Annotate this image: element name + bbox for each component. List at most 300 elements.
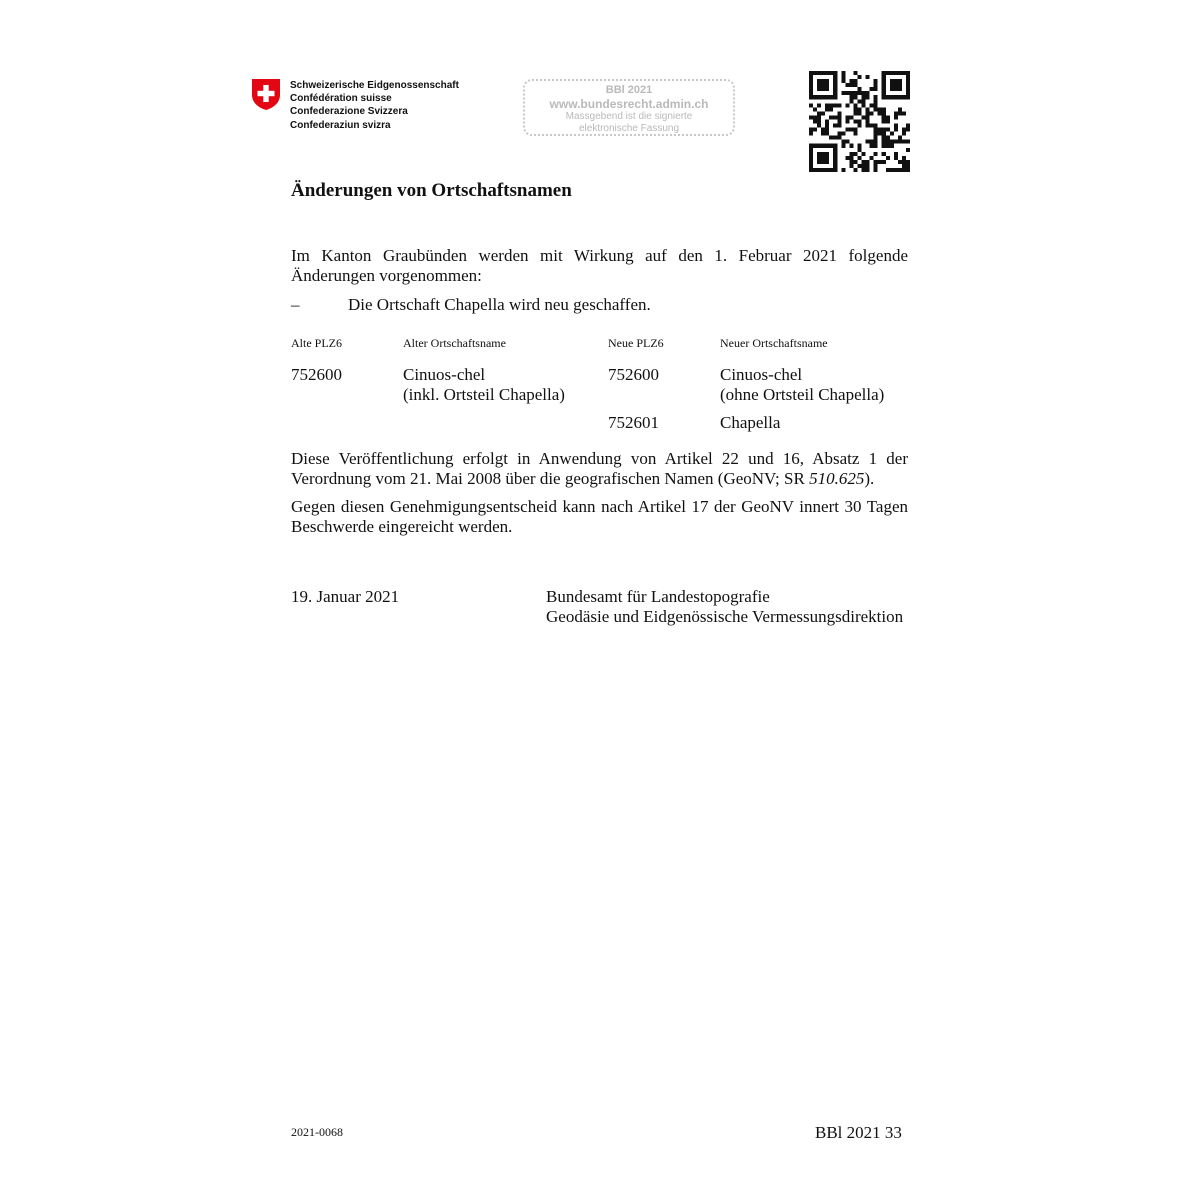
- qr-module: [809, 71, 813, 75]
- qr-module: [849, 128, 853, 132]
- qr-module: [821, 152, 825, 156]
- qr-module: [890, 140, 894, 144]
- qr-module: [845, 83, 849, 87]
- qr-module: [906, 148, 910, 152]
- qr-module: [874, 128, 878, 132]
- qr-module: [825, 124, 829, 128]
- qr-module: [825, 128, 829, 132]
- table-cell-new-name: Chapella: [720, 413, 781, 432]
- qr-module: [841, 144, 845, 148]
- qr-module: [829, 168, 833, 172]
- qr-module: [890, 168, 894, 172]
- qr-module: [829, 144, 833, 148]
- qr-module: [898, 140, 902, 144]
- qr-module: [874, 87, 878, 91]
- qr-module: [809, 128, 813, 132]
- official-publication-stamp: [523, 79, 735, 136]
- qr-module: [886, 115, 890, 119]
- stamp-note-2: elektronische Fassung: [578, 123, 680, 134]
- qr-module: [809, 91, 813, 95]
- qr-module: [853, 160, 857, 164]
- qr-module: [841, 91, 845, 95]
- qr-module: [813, 168, 817, 172]
- qr-module: [882, 91, 886, 95]
- document-number: 2021-0068: [291, 1125, 343, 1139]
- qr-module: [841, 132, 845, 136]
- issuing-authority: [546, 587, 903, 627]
- qr-module: [845, 156, 849, 160]
- qr-module: [898, 111, 902, 115]
- qr-module: [870, 144, 874, 148]
- qr-module: [833, 103, 837, 107]
- qr-module: [841, 140, 845, 144]
- qr-module: [866, 160, 870, 164]
- qr-module: [825, 79, 829, 83]
- qr-module: [817, 119, 821, 123]
- old-name-line-1: Cinuos-chel: [403, 365, 486, 384]
- qr-module: [817, 83, 821, 87]
- qr-module: [825, 95, 829, 99]
- qr-module: [837, 136, 841, 140]
- qr-module: [874, 103, 878, 107]
- table-cell-new-plz: 752601: [608, 413, 659, 432]
- qr-module: [866, 111, 870, 115]
- qr-module: [821, 83, 825, 87]
- qr-module: [809, 152, 813, 156]
- qr-module: [825, 168, 829, 172]
- qr-module: [821, 144, 825, 148]
- qr-module: [874, 164, 878, 168]
- qr-module: [890, 95, 894, 99]
- confederation-names: [290, 79, 459, 132]
- qr-module: [894, 140, 898, 144]
- qr-module: [825, 107, 829, 111]
- qr-module: [866, 95, 870, 99]
- qr-module: [898, 136, 902, 140]
- qr-module: [833, 71, 837, 75]
- qr-module: [809, 132, 813, 136]
- qr-module: [821, 95, 825, 99]
- qr-module: [809, 83, 813, 87]
- qr-module: [833, 152, 837, 156]
- qr-module: [833, 95, 837, 99]
- qr-module: [874, 83, 878, 87]
- qr-module: [882, 115, 886, 119]
- qr-module: [853, 107, 857, 111]
- qr-code-icon: [809, 71, 910, 172]
- page-reference: BBl 2021 33: [815, 1123, 902, 1142]
- qr-module: [870, 156, 874, 160]
- qr-module: [845, 103, 849, 107]
- qr-module: [874, 144, 878, 148]
- qr-module: [809, 103, 813, 107]
- qr-module: [825, 132, 829, 136]
- stamp-reference: BBl 2021: [605, 84, 653, 96]
- qr-module: [833, 75, 837, 79]
- qr-module: [890, 71, 894, 75]
- qr-module: [870, 103, 874, 107]
- qr-module: [825, 103, 829, 107]
- qr-module: [882, 140, 886, 144]
- qr-module: [890, 132, 894, 136]
- qr-module: [862, 103, 866, 107]
- qr-module: [878, 160, 882, 164]
- qr-module: [874, 168, 878, 172]
- qr-module: [813, 144, 817, 148]
- qr-module: [833, 87, 837, 91]
- qr-module: [833, 160, 837, 164]
- qr-module: [853, 95, 857, 99]
- qr-module: [906, 83, 910, 87]
- qr-module: [886, 156, 890, 160]
- qr-module: [817, 156, 821, 160]
- qr-module: [837, 115, 841, 119]
- table-cell-old-plz: 752600: [291, 365, 342, 384]
- qr-module: [906, 124, 910, 128]
- qr-module: [821, 111, 825, 115]
- qr-module: [862, 91, 866, 95]
- table-header-new-plz: Neue PLZ6: [608, 336, 664, 350]
- qr-module: [829, 103, 833, 107]
- qr-module: [817, 87, 821, 91]
- list-dash: –: [291, 295, 300, 314]
- qr-module: [898, 95, 902, 99]
- stamp-note-1: Massgebend ist die signierte: [565, 111, 693, 122]
- qr-module: [841, 168, 845, 172]
- qr-module: [857, 144, 861, 148]
- qr-module: [813, 128, 817, 132]
- qr-module: [866, 124, 870, 128]
- qr-module: [878, 111, 882, 115]
- qr-module: [849, 115, 853, 119]
- qr-module: [886, 140, 890, 144]
- qr-module: [902, 95, 906, 99]
- qr-module: [833, 148, 837, 152]
- qr-module: [882, 71, 886, 75]
- qr-module: [821, 128, 825, 132]
- qr-module: [866, 140, 870, 144]
- qr-module: [809, 160, 813, 164]
- qr-module: [853, 119, 857, 123]
- qr-module: [857, 148, 861, 152]
- qr-module: [833, 83, 837, 87]
- qr-module: [862, 160, 866, 164]
- qr-module: [902, 140, 906, 144]
- qr-module: [882, 132, 886, 136]
- qr-module: [906, 160, 910, 164]
- qr-module: [902, 168, 906, 172]
- qr-module: [906, 95, 910, 99]
- qr-module: [882, 128, 886, 132]
- qr-module: [849, 164, 853, 168]
- qr-module: [813, 107, 817, 111]
- table-cell-new-name: [720, 365, 884, 405]
- qr-module: [833, 115, 837, 119]
- qr-module: [874, 132, 878, 136]
- qr-module: [849, 95, 853, 99]
- qr-module: [902, 111, 906, 115]
- qr-module: [894, 124, 898, 128]
- qr-module: [813, 95, 817, 99]
- qr-module: [821, 160, 825, 164]
- qr-module: [894, 168, 898, 172]
- qr-module: [821, 79, 825, 83]
- qr-module: [821, 71, 825, 75]
- confederation-name-it: Confederazione Svizzera: [290, 106, 408, 118]
- new-name-line-2: (ohne Ortsteil Chapella): [720, 385, 885, 404]
- qr-module: [821, 87, 825, 91]
- qr-module: [853, 132, 857, 136]
- qr-module: [902, 156, 906, 160]
- qr-module: [857, 156, 861, 160]
- qr-module: [849, 160, 853, 164]
- qr-module: [809, 156, 813, 160]
- qr-module: [833, 91, 837, 95]
- qr-module: [857, 99, 861, 103]
- qr-module: [894, 71, 898, 75]
- qr-module: [817, 111, 821, 115]
- qr-module: [898, 83, 902, 87]
- qr-module: [894, 156, 898, 160]
- qr-module: [857, 75, 861, 79]
- qr-module: [878, 132, 882, 136]
- qr-module: [833, 79, 837, 83]
- qr-module: [894, 111, 898, 115]
- qr-module: [857, 124, 861, 128]
- qr-module: [898, 79, 902, 83]
- qr-module: [874, 95, 878, 99]
- qr-module: [862, 95, 866, 99]
- qr-module: [906, 128, 910, 132]
- qr-module: [902, 71, 906, 75]
- qr-module: [817, 79, 821, 83]
- qr-module: [882, 75, 886, 79]
- qr-module: [906, 71, 910, 75]
- qr-module: [849, 83, 853, 87]
- qr-module: [894, 95, 898, 99]
- qr-module: [890, 144, 894, 148]
- qr-module: [845, 91, 849, 95]
- qr-module: [894, 115, 898, 119]
- qr-module: [813, 115, 817, 119]
- qr-module: [853, 71, 857, 75]
- qr-module: [866, 115, 870, 119]
- qr-module: [886, 144, 890, 148]
- qr-module: [862, 99, 866, 103]
- qr-module: [833, 168, 837, 172]
- qr-module: [874, 107, 878, 111]
- confederation-name-rm: Confederaziun svizra: [290, 119, 391, 131]
- qr-module: [906, 140, 910, 144]
- qr-module: [829, 107, 833, 111]
- qr-module: [853, 103, 857, 107]
- qr-module: [821, 168, 825, 172]
- qr-module: [853, 128, 857, 132]
- swiss-cross-shield-icon: [251, 78, 281, 111]
- qr-module: [890, 83, 894, 87]
- qr-module: [882, 111, 886, 115]
- qr-module: [841, 79, 845, 83]
- qr-module: [866, 168, 870, 172]
- qr-module: [882, 144, 886, 148]
- qr-module: [886, 168, 890, 172]
- qr-module: [853, 168, 857, 172]
- qr-module: [809, 95, 813, 99]
- qr-module: [837, 132, 841, 136]
- qr-module: [882, 79, 886, 83]
- qr-module: [882, 87, 886, 91]
- new-name-line-1: Cinuos-chel: [720, 365, 803, 384]
- stamp-url: www.bundesrecht.admin.ch: [549, 97, 709, 111]
- qr-module: [821, 156, 825, 160]
- qr-module: [833, 136, 837, 140]
- qr-module: [862, 168, 866, 172]
- qr-module: [829, 71, 833, 75]
- qr-module: [817, 144, 821, 148]
- qr-module: [829, 95, 833, 99]
- qr-module: [874, 152, 878, 156]
- qr-module: [809, 87, 813, 91]
- qr-module: [882, 83, 886, 87]
- qr-module: [809, 148, 813, 152]
- publication-text-end: ).: [864, 469, 875, 488]
- qr-module: [894, 83, 898, 87]
- qr-module: [845, 119, 849, 123]
- qr-module: [890, 79, 894, 83]
- qr-module: [817, 152, 821, 156]
- qr-module: [886, 128, 890, 132]
- qr-module: [849, 156, 853, 160]
- qr-module: [825, 119, 829, 123]
- qr-module: [870, 140, 874, 144]
- qr-module: [894, 87, 898, 91]
- qr-module: [825, 83, 829, 87]
- qr-module: [841, 71, 845, 75]
- qr-module: [809, 168, 813, 172]
- qr-module: [894, 128, 898, 132]
- qr-module: [825, 87, 829, 91]
- qr-module: [882, 152, 886, 156]
- qr-module: [817, 124, 821, 128]
- qr-module: [845, 140, 849, 144]
- qr-module: [886, 95, 890, 99]
- sr-number: 510.625: [809, 469, 865, 488]
- qr-module: [878, 128, 882, 132]
- qr-module: [866, 107, 870, 111]
- qr-module: [853, 79, 857, 83]
- qr-module: [813, 119, 817, 123]
- publication-text: Diese Veröffentlichung erfolgt in Anwendung von Artikel 22 und 16, Absatz 1 der Verordnung vom 21. Mai 2008 über die geografischen Namen (GeoNV; SR: [291, 449, 908, 488]
- qr-module: [870, 111, 874, 115]
- table-header-old-plz: Alte PLZ6: [291, 336, 342, 350]
- old-name-line-2: (inkl. Ortsteil Chapella): [403, 385, 565, 404]
- qr-module: [821, 132, 825, 136]
- qr-module: [857, 87, 861, 91]
- qr-module: [825, 152, 829, 156]
- qr-module: [866, 91, 870, 95]
- authority-line-2: Geodäsie und Eidgenössische Vermessungsdirektion: [546, 607, 904, 626]
- publication-paragraph: [291, 449, 908, 489]
- qr-module: [862, 115, 866, 119]
- qr-module: [857, 107, 861, 111]
- qr-module: [809, 144, 813, 148]
- qr-module: [817, 160, 821, 164]
- table-cell-old-name: [403, 365, 565, 405]
- qr-module: [817, 168, 821, 172]
- qr-module: [853, 152, 857, 156]
- qr-module: [829, 136, 833, 140]
- qr-module: [894, 79, 898, 83]
- qr-module: [878, 107, 882, 111]
- qr-module: [853, 83, 857, 87]
- qr-module: [845, 128, 849, 132]
- qr-module: [874, 79, 878, 83]
- qr-module: [906, 87, 910, 91]
- document-date: 19. Januar 2021: [291, 587, 400, 606]
- qr-module: [817, 71, 821, 75]
- qr-module: [906, 91, 910, 95]
- qr-module: [817, 95, 821, 99]
- qr-module: [809, 115, 813, 119]
- qr-module: [870, 87, 874, 91]
- qr-module: [898, 107, 902, 111]
- qr-module: [809, 164, 813, 168]
- qr-module: [849, 144, 853, 148]
- qr-module: [906, 79, 910, 83]
- qr-module: [837, 111, 841, 115]
- qr-module: [886, 136, 890, 140]
- qr-module: [862, 164, 866, 168]
- qr-module: [841, 75, 845, 79]
- qr-module: [890, 87, 894, 91]
- qr-module: [906, 168, 910, 172]
- qr-module: [902, 132, 906, 136]
- intro-paragraph: Im Kanton Graubünden werden mit Wirkung auf den 1. Februar 2021 folgende Änderungen vorgenommen:: [291, 246, 908, 285]
- qr-module: [882, 160, 886, 164]
- qr-module: [813, 71, 817, 75]
- qr-module: [857, 164, 861, 168]
- qr-module: [853, 111, 857, 115]
- qr-module: [906, 75, 910, 79]
- qr-module: [886, 119, 890, 123]
- qr-module: [833, 156, 837, 160]
- table-cell-new-plz: 752600: [608, 365, 659, 384]
- qr-module: [849, 79, 853, 83]
- qr-module: [866, 164, 870, 168]
- confederation-name-de: Schweizerische Eidgenossenschaft: [290, 80, 459, 91]
- list-item: [291, 295, 651, 315]
- qr-module: [874, 140, 878, 144]
- qr-module: [849, 99, 853, 103]
- qr-module: [833, 164, 837, 168]
- qr-module: [898, 87, 902, 91]
- qr-module: [894, 152, 898, 156]
- appeal-paragraph: Gegen diesen Genehmigungsentscheid kann nach Artikel 17 der GeoNV innert 30 Tagen Beschwerde eingereicht werden.: [291, 497, 908, 536]
- qr-module: [849, 91, 853, 95]
- qr-module: [833, 144, 837, 148]
- qr-module: [874, 160, 878, 164]
- qr-module: [882, 107, 886, 111]
- table-header-old-name: Alter Ortschaftsname: [403, 336, 506, 350]
- qr-module: [825, 160, 829, 164]
- qr-module: [837, 119, 841, 123]
- qr-module: [874, 99, 878, 103]
- qr-module: [849, 152, 853, 156]
- qr-module: [902, 128, 906, 132]
- qr-module: [829, 115, 833, 119]
- qr-module: [853, 91, 857, 95]
- qr-module: [898, 168, 902, 172]
